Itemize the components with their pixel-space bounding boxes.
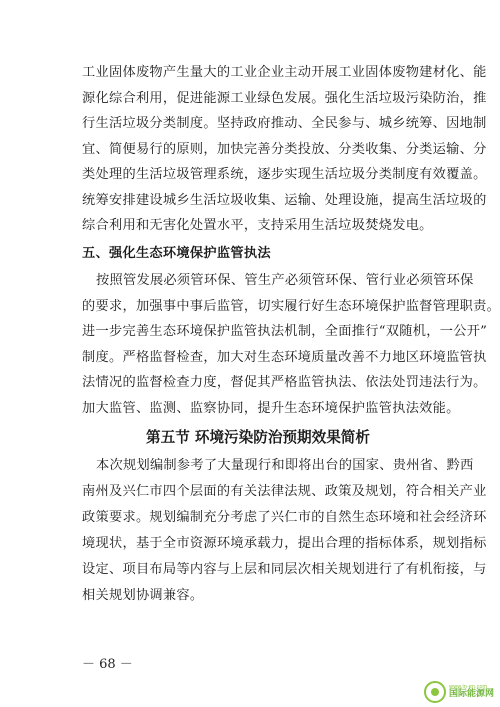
watermark-url: www.in-en.com — [448, 684, 488, 690]
text-line: 宜、简便易行的原则，加快完善分类投放、分类收集、分类运输、分 — [82, 142, 487, 157]
text-line: 政策要求。规划编制充分考虑了兴仁市的自然生态环境和社会经济环 — [82, 510, 487, 525]
text-line: 工业固体废物产生量大的工业企业主动开展工业固体废物建材化、能 — [82, 65, 487, 80]
text-line: 加大监管、监测、监察协同，提升生态环境保护监管执法效能。 — [82, 401, 460, 416]
text-line: 类处理的生活垃圾管理系统，逐步实现生活垃圾分类制度有效覆盖。 — [82, 167, 487, 182]
text-line: 本次规划编制参考了大量现行和即将出台的国家、贵州省、黔西 — [96, 458, 474, 473]
text-line: 法情况的监督检查力度，督促其严格监管执法、依法处罚违法行为。 — [82, 375, 487, 390]
text-line: 的要求，加强事中事后监管，切实履行好生态环境保护监督管理职责。 — [82, 299, 500, 314]
chapter-heading: 第五节 环境污染防治预期效果简析 — [146, 429, 370, 446]
text-line: 进一步完善生态环境保护监管执法机制，全面推行“双随机，一公开” — [82, 324, 488, 339]
text-line: 行生活垃圾分类制度。坚持政府推动、全民参与、城乡统筹、因地制 — [82, 116, 487, 131]
page-number: － 68 － — [82, 657, 133, 672]
text-line: 南州及兴仁市四个层面的有关法律法规、政策及规划，符合相关产业 — [82, 484, 487, 499]
globe-icon — [424, 681, 446, 703]
text-line: 境现状，基于全市资源环境承载力，提出合理的指标体系，规划指标 — [82, 536, 487, 551]
watermark-name: 国际能源网 — [448, 689, 494, 699]
text-line: 设定、项目布局等内容与上层和同层次相关规划进行了有机衔接，与 — [82, 562, 487, 577]
text-line: 相关规划协调兼容。 — [82, 588, 204, 603]
section-heading: 五、强化生态环境保护监管执法 — [82, 246, 271, 261]
text-line: 制度。严格监督检查，加大对生态环境质量改善不力地区环境监管执 — [82, 350, 487, 365]
text-line: 按照管发展必须管环保、管生产必须管环保、管行业必须管环保 — [96, 273, 474, 288]
watermark-logo — [424, 681, 494, 703]
text-line: 源化综合利用，促进能源工业绿色发展。强化生活垃圾污染防治，推 — [82, 91, 487, 106]
text-line: 综合利用和无害化处置水平，支持采用生活垃圾焚烧发电。 — [82, 218, 433, 233]
text-line: 统筹安排建设城乡生活垃圾收集、运输、处理设施，提高生活垃圾的 — [82, 193, 487, 208]
